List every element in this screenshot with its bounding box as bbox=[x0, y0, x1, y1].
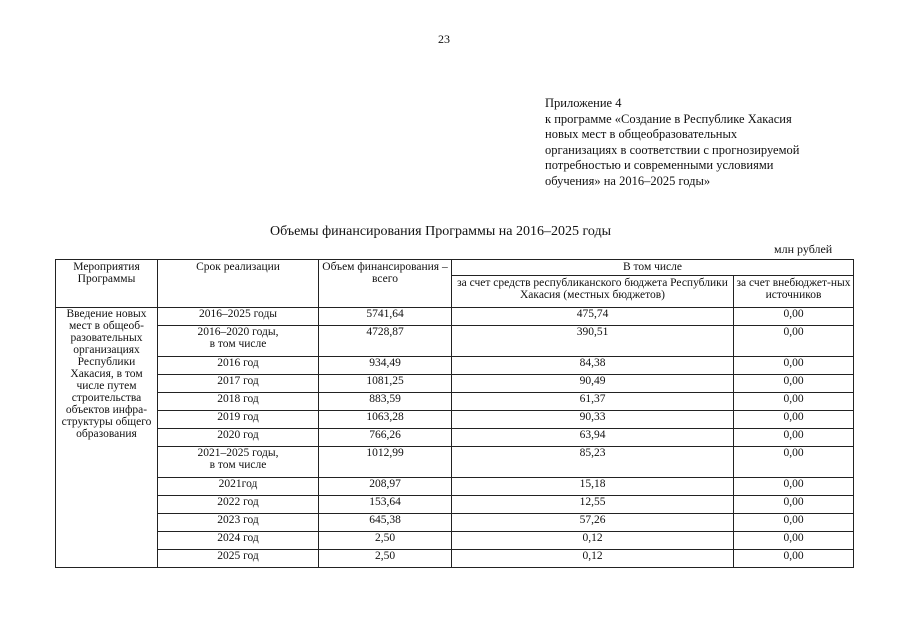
table-row bbox=[56, 411, 854, 429]
total-cell: 883,59 bbox=[319, 393, 452, 411]
period-text: 2021год bbox=[218, 478, 258, 490]
period-text: 2016–2020 годы, bbox=[197, 326, 279, 338]
offbudget-cell: 0,00 bbox=[734, 308, 854, 326]
period-text: 2023 год bbox=[217, 514, 259, 526]
budget-cell: 57,26 bbox=[452, 514, 734, 532]
document-title bbox=[0, 224, 905, 240]
budget-cell: 12,55 bbox=[452, 496, 734, 514]
budget-cell: 85,23 bbox=[452, 447, 734, 478]
budget-cell: 90,33 bbox=[452, 411, 734, 429]
period-text: 2016–2025 годы bbox=[198, 308, 278, 320]
period-cell bbox=[158, 478, 319, 496]
total-cell: 766,26 bbox=[319, 429, 452, 447]
period-cell bbox=[158, 375, 319, 393]
table-row bbox=[56, 308, 854, 326]
budget-cell: 0,12 bbox=[452, 550, 734, 568]
budget-cell: 0,12 bbox=[452, 532, 734, 550]
total-cell: 1012,99 bbox=[319, 447, 452, 478]
budget-cell: 475,74 bbox=[452, 308, 734, 326]
budget-cell: 84,38 bbox=[452, 357, 734, 375]
period-subtext: в том числе bbox=[209, 338, 267, 350]
period-text: 2021–2025 годы, bbox=[197, 447, 279, 459]
table-row bbox=[56, 393, 854, 411]
table-row bbox=[56, 478, 854, 496]
document-title-text: Объемы финансирования Программы на 2016–2025 годы bbox=[269, 224, 612, 239]
period-text: 2025 год bbox=[217, 550, 259, 562]
period-cell bbox=[158, 532, 319, 550]
appendix-line: новых мест в общеобразовательных bbox=[545, 127, 738, 141]
total-cell: 4728,87 bbox=[319, 326, 452, 357]
appendix-line: обучения» на 2016–2025 годы» bbox=[545, 173, 711, 188]
table-row bbox=[56, 532, 854, 550]
appendix-line: организациях в соответствии с прогнозируемой bbox=[545, 142, 800, 157]
table-row bbox=[56, 550, 854, 568]
offbudget-cell: 0,00 bbox=[734, 411, 854, 429]
total-cell: 1063,28 bbox=[319, 411, 452, 429]
total-cell: 5741,64 bbox=[319, 308, 452, 326]
header-including: В том числе bbox=[452, 260, 854, 276]
period-text: 2022 год bbox=[217, 496, 259, 508]
period-text: 2024 год bbox=[217, 532, 259, 544]
header-row bbox=[56, 260, 854, 276]
period-cell bbox=[158, 393, 319, 411]
offbudget-cell: 0,00 bbox=[734, 496, 854, 514]
total-cell: 1081,25 bbox=[319, 375, 452, 393]
appendix-line: к программе «Создание в Республике Хакасия bbox=[545, 111, 792, 126]
budget-cell: 61,37 bbox=[452, 393, 734, 411]
financing-table bbox=[55, 259, 854, 568]
table-row bbox=[56, 429, 854, 447]
period-text: 2018 год bbox=[217, 393, 259, 405]
table-row bbox=[56, 514, 854, 532]
units-label: млн рублей bbox=[774, 242, 833, 256]
header-budget: за счет средств республиканского бюджета Республики Хакасия (местных бюджетов) bbox=[452, 276, 734, 308]
offbudget-cell: 0,00 bbox=[734, 447, 854, 478]
appendix-note bbox=[545, 96, 865, 189]
total-cell: 153,64 bbox=[319, 496, 452, 514]
period-text: 2020 год bbox=[217, 429, 259, 441]
period-text: 2019 год bbox=[217, 411, 259, 423]
header-event: Мероприятия Программы bbox=[56, 260, 158, 308]
header-period: Срок реализации bbox=[158, 260, 319, 308]
period-text: 2017 год bbox=[217, 375, 259, 387]
period-text: 2016 год bbox=[217, 357, 259, 369]
period-cell bbox=[158, 429, 319, 447]
table-row bbox=[56, 375, 854, 393]
period-cell bbox=[158, 514, 319, 532]
table-body bbox=[56, 308, 854, 568]
table-row bbox=[56, 447, 854, 478]
offbudget-cell: 0,00 bbox=[734, 550, 854, 568]
table-row bbox=[56, 326, 854, 357]
total-cell: 2,50 bbox=[319, 532, 452, 550]
total-cell: 934,49 bbox=[319, 357, 452, 375]
period-cell bbox=[158, 357, 319, 375]
total-cell: 208,97 bbox=[319, 478, 452, 496]
total-cell: 645,38 bbox=[319, 514, 452, 532]
table-row bbox=[56, 496, 854, 514]
table-row bbox=[56, 357, 854, 375]
budget-cell: 90,49 bbox=[452, 375, 734, 393]
period-cell bbox=[158, 496, 319, 514]
period-cell bbox=[158, 550, 319, 568]
period-cell bbox=[158, 308, 319, 326]
event-cell: Введение новых мест в общеоб-разовательных организациях Республики Хакасия, в том числе путем строительства объектов инфра-структуры общего образования bbox=[56, 308, 158, 568]
header-offbudget: за счет внебюджет-ных источников bbox=[734, 276, 854, 308]
header-total: Объем финансирования – всего bbox=[319, 260, 452, 308]
period-cell bbox=[158, 411, 319, 429]
period-cell bbox=[158, 326, 319, 357]
offbudget-cell: 0,00 bbox=[734, 532, 854, 550]
offbudget-cell: 0,00 bbox=[734, 393, 854, 411]
budget-cell: 63,94 bbox=[452, 429, 734, 447]
period-subtext: в том числе bbox=[209, 459, 267, 471]
budget-cell: 390,51 bbox=[452, 326, 734, 357]
appendix-line: Приложение 4 bbox=[545, 96, 622, 110]
offbudget-cell: 0,00 bbox=[734, 357, 854, 375]
page-number: 23 bbox=[438, 32, 450, 46]
period-cell bbox=[158, 447, 319, 478]
offbudget-cell: 0,00 bbox=[734, 326, 854, 357]
offbudget-cell: 0,00 bbox=[734, 375, 854, 393]
offbudget-cell: 0,00 bbox=[734, 429, 854, 447]
total-cell: 2,50 bbox=[319, 550, 452, 568]
offbudget-cell: 0,00 bbox=[734, 478, 854, 496]
appendix-line: потребностью и современными условиями bbox=[545, 158, 774, 172]
budget-cell: 15,18 bbox=[452, 478, 734, 496]
offbudget-cell: 0,00 bbox=[734, 514, 854, 532]
